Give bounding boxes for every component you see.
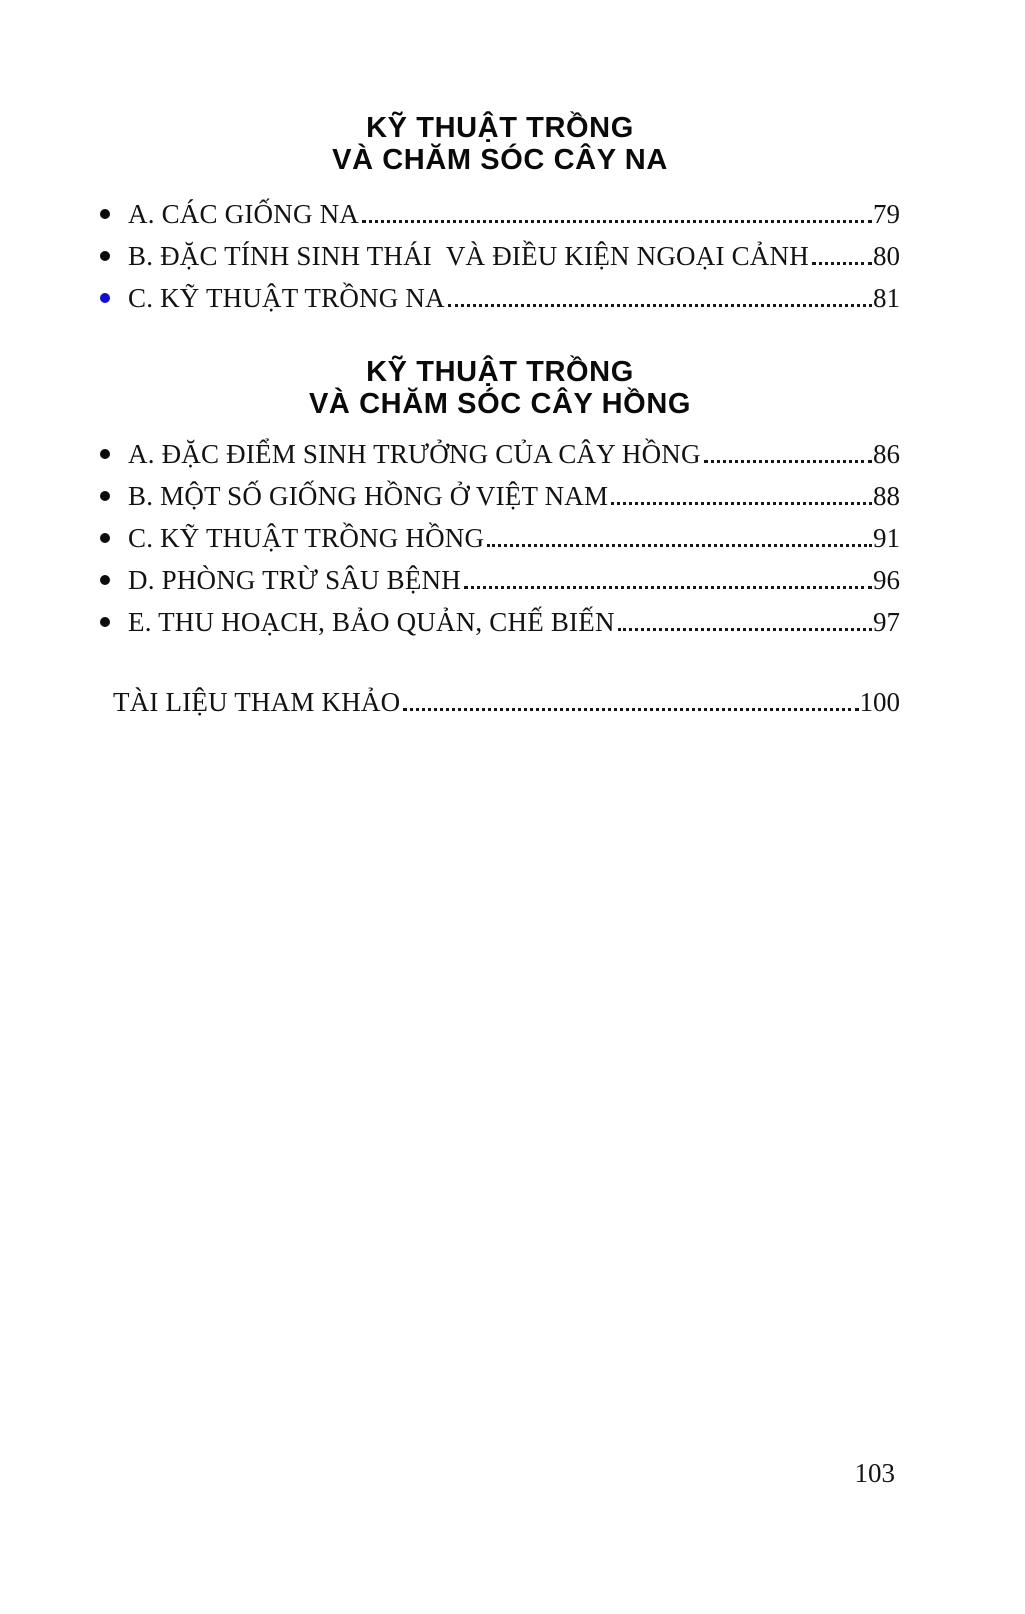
toc-entry-label: E. THU HOẠCH, BẢO QUẢN, CHẾ BIẾN — [128, 607, 615, 637]
toc-entry-page: 96 — [873, 565, 900, 595]
toc-entry-page: 81 — [873, 283, 900, 313]
bullet-icon — [100, 491, 110, 501]
page-number: 103 — [854, 1458, 895, 1488]
toc-entry — [100, 512, 900, 554]
toc-entry-label: B. ĐẶC TÍNH SINH THÁI VÀ ĐIỀU KIỆN NGOẠI CẢNH — [128, 241, 809, 271]
toc-entry-label: A. CÁC GIỐNG NA — [128, 199, 359, 229]
toc-entry-label: B. MỘT SỐ GIỐNG HỒNG Ở VIỆT NAM — [128, 481, 609, 511]
document-page — [0, 0, 1025, 718]
toc-entry-page: 97 — [873, 607, 900, 637]
dot-leader — [362, 220, 872, 223]
references-label: TÀI LIỆU THAM KHẢO — [113, 687, 401, 717]
toc-entry-label: D. PHÒNG TRỪ SÂU BỆNH — [128, 565, 461, 595]
dot-leader — [403, 708, 858, 711]
section-title-hong-line2: VÀ CHĂM SÓC CÂY HỒNG — [308, 388, 692, 420]
toc-entry — [100, 554, 900, 596]
toc-entry — [100, 272, 900, 314]
dot-leader — [487, 544, 872, 547]
dot-leader — [618, 628, 872, 631]
toc-entry — [100, 188, 900, 230]
toc-entry — [100, 428, 900, 470]
toc-list-hong — [100, 428, 900, 638]
toc-entry — [100, 470, 900, 512]
section-title-na-line1: KỸ THUẬT TRỒNG — [366, 112, 634, 144]
references-page: 100 — [859, 687, 900, 717]
toc-entry-page: 79 — [873, 199, 900, 229]
toc-entry-label: C. KỸ THUẬT TRỒNG HỒNG — [128, 523, 485, 553]
dot-leader — [464, 586, 872, 589]
bullet-icon — [100, 449, 110, 459]
bullet-icon — [100, 251, 110, 261]
toc-list-na — [100, 188, 900, 314]
bullet-icon — [100, 209, 110, 219]
section-title-hong — [100, 356, 900, 420]
section-title-na-line2: VÀ CHĂM SÓC CÂY NA — [332, 144, 668, 176]
section-title-hong-line1: KỸ THUẬT TRỒNG — [366, 356, 634, 388]
references-entry — [113, 676, 900, 718]
bullet-icon — [100, 575, 110, 585]
toc-entry — [100, 230, 900, 272]
toc-entry-label: C. KỸ THUẬT TRỒNG NA — [128, 283, 445, 313]
toc-entry-page: 91 — [873, 523, 900, 553]
toc-entry-page: 86 — [873, 439, 900, 469]
section-title-na — [100, 112, 900, 176]
bullet-icon-blue — [100, 293, 110, 303]
bullet-icon — [100, 617, 110, 627]
dot-leader — [812, 262, 872, 265]
toc-entry-label: A. ĐẶC ĐIỂM SINH TRƯỞNG CỦA CÂY HỒNG — [128, 439, 701, 469]
dot-leader — [448, 304, 872, 307]
dot-leader — [611, 502, 872, 505]
dot-leader — [704, 460, 872, 463]
toc-entry-page: 80 — [873, 241, 900, 271]
bullet-icon — [100, 533, 110, 543]
toc-entry-page: 88 — [873, 481, 900, 511]
toc-entry — [100, 596, 900, 638]
